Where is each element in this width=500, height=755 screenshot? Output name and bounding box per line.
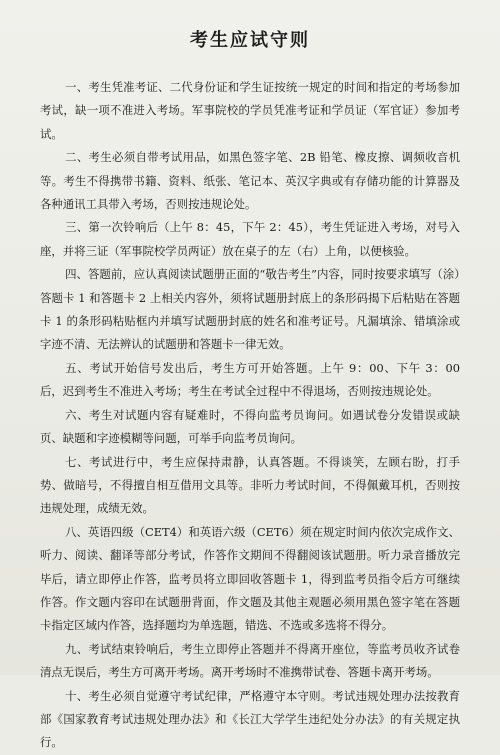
rule-paragraph-6: 六、考生对试题内容有疑难时，不得向监考员询问。如遇试卷分发错误或缺页、缺题和字迹模糊等问题，可举手向监考员询问。 [40,407,460,446]
rule-paragraph-10: 十、考生必须自觉遵守考试纪律，严格遵守本守则。考试违规处理办法按教育部《国家教育考试违规处理办法》和《长江大学学生违纪处分办法》的有关规定执行。 [40,688,460,750]
rule-paragraph-8: 八、英语四级（CET4）和英语六级（CET6）须在规定时间内依次完成作文、听力、阅读、翻译等部分考试，作答作文期间不得翻阅该试题册。听力录音播放完毕后，请立即停止作答，监考员将立即回收答题卡 1，得到监考员指令后方可继续作答。作文题内容印在试题册背面，作文题及其他主观题必须用黑色签字笔在答题卡指定区域内作答，选择题均为单选题，错选、不选或多选将不得分。 [40,524,460,633]
rule-paragraph-3: 三、第一次铃响后（上午 8：45，下午 2：45），考生凭证进入考场，对号入座，并将三证（军事院校学员两证）放在桌子的左（右）上角，以便核验。 [40,220,460,258]
rule-paragraph-9: 九、考试结束铃响后，考生立即停止答题并不得离开座位，等监考员收齐试卷清点无误后，考生方可离开考场。离开考场时不准携带试卷、答题卡离开考场。 [40,641,460,680]
page-title: 考生应试守则 [190,30,310,51]
rule-paragraph-5: 五、考试开始信号发出后，考生方可开始答题。上午 9：00、下午 3：00 后，迟到考生不准进入考场；考生在考试全过程中不得退场，否则按违规论处。 [40,360,460,399]
rule-paragraph-7: 七、考试进行中，考生应保持肃静，认真答题。不得谈笑，左顾右盼，打手势、做暗号，不得擅自相互借用文具等。非听力考试时间，不得佩戴耳机，否则按违规处理，成绩无效。 [40,454,460,516]
rule-paragraph-4: 四、答题前，应认真阅读试题册正面的“敬告考生”内容，同时按要求填写（涂）答题卡 1 和答题卡 2 上相关内容外，须将试题册封底上的条形码揭下后粘贴在答题卡 1 的条形码粘贴框内并填写试题册封底的姓名和准考证号。凡漏填涂、错填涂或字迹不清、无法辨认的试题册和答题卡一律无效。 [40,267,460,352]
rule-paragraph-1: 一、考生凭准考证、二代身份证和学生证按统一规定的时间和指定的考场参加考试，缺一项不准进入考场。军事院校的学员凭准考证和学员证（军官证）参加考试。 [40,80,460,141]
rule-paragraph-2: 二、考生必须自带考试用品，如黑色签字笔、2B 铅笔、橡皮擦、调频收音机等。考生不得携带书籍、资料、纸张、笔记本、英汉字典或有存储功能的计算器及各种通讯工具带入考场，否则按违规论处。 [40,150,460,212]
